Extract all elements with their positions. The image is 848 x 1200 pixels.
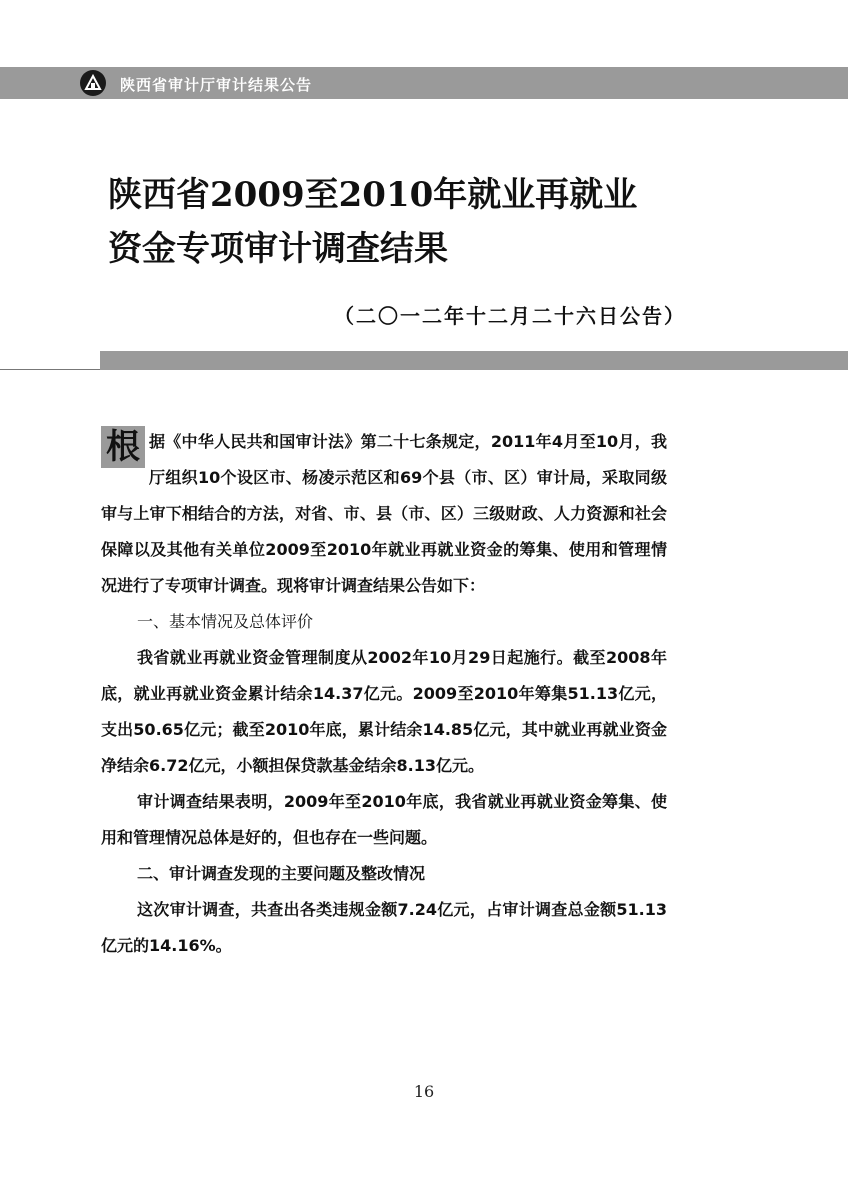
paragraph-intro-text: 据《中华人民共和国审计法》第二十七条规定，2011年4月至10月，我厅组织10个设区市、杨凌示范区和69个县（市、区）审计局，采取同级审与上审下相结合的方法，对省、市、县（市、区）三级财政、人力资源和社会保障以及其他有关单位2009至2010年就业再就业资金的筹集、使用和管理情况进行了专项审计调查。现将审计调查结果公告如下：: [101, 432, 667, 595]
document-title-line2: 资金专项审计调查结果: [108, 229, 448, 269]
section-heading-1: 一、基本情况及总体评价: [137, 612, 314, 631]
paragraph-violations: 这次审计调查，共查出各类违规金额7.24亿元，占审计调查总金额51.13亿元的14.16%。: [101, 900, 667, 955]
audit-emblem-icon: [80, 70, 106, 96]
page-number: 16: [413, 1082, 435, 1101]
drop-cap: 根: [101, 426, 145, 468]
paragraph-basic-situation: 我省就业再就业资金管理制度从2002年10月29日起施行。截至2008年底，就业再就业资金累计结余14.37亿元。2009至2010年筹集51.13亿元，支出50.65亿元；截至2010年底，累计结余14.85亿元，其中就业再就业资金净结余6.72亿元，小额担保贷款基金结余8.13亿元。: [101, 648, 667, 775]
section-heading-2: 二、审计调查发现的主要问题及整改情况: [137, 864, 426, 883]
paragraph-overall-evaluation: 审计调查结果表明，2009年至2010年底，我省就业再就业资金筹集、使用和管理情况总体是好的，但也存在一些问题。: [101, 792, 667, 847]
header-bar: [0, 67, 848, 99]
divider-bar: [100, 351, 848, 370]
announcement-date: （二〇一二年十二月二十六日公告）: [334, 304, 686, 328]
header-title: 陕西省审计厅审计结果公告: [120, 76, 313, 94]
body-content: [101, 424, 667, 964]
document-title: [108, 168, 637, 276]
divider-thin: [0, 369, 100, 370]
document-title-line1: 陕西省2009至2010年就业再就业: [108, 175, 638, 215]
paragraph-intro: [101, 424, 667, 604]
